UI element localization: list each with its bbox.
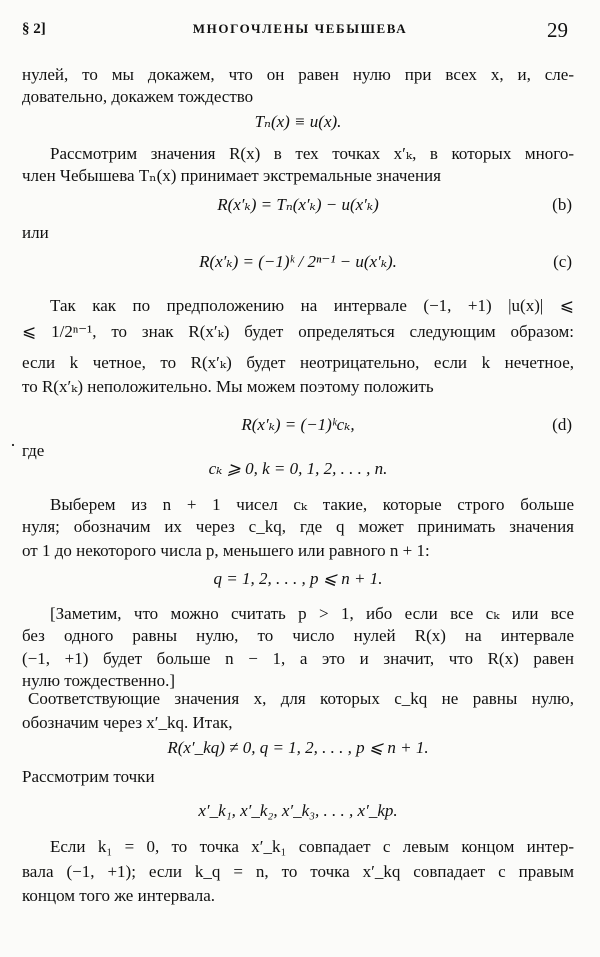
- text-line: вала (−1, +1); если k_q = n, то точка x′_kq совпадает с правым: [22, 862, 574, 881]
- text-line: Рассмотрим значения R(x) в тех точках x′ₖ, в которых много-: [50, 144, 574, 163]
- equation-d-label: (d): [552, 415, 572, 434]
- page-number: 29: [547, 18, 568, 42]
- text-line: Соответствующие значения x, для которых c_kq не равны нулю,: [28, 689, 574, 708]
- running-title: МНОГОЧЛЕНЫ ЧЕБЫШЕВА: [192, 21, 408, 36]
- text-line: обозначим через x′_kq. Итак,: [22, 713, 233, 732]
- text-line: нуля; обозначим их через c_kq, где q может принимать значения: [22, 517, 574, 536]
- equation-c-label: (c): [553, 252, 572, 271]
- text-line: концом того же интервала.: [22, 886, 216, 905]
- equation-c: R(x′ₖ) = (−1)ᵏ / 2ⁿ⁻¹ − u(x′ₖ).: [199, 252, 397, 271]
- text-line: [Заметим, что можно считать p > 1, ибо если все cₖ или все: [50, 604, 574, 623]
- margin-dot: ·: [10, 435, 16, 455]
- text-line: то R(x′ₖ) неположительно. Мы можем поэтому положить: [22, 377, 434, 396]
- equation-d: R(x′ₖ) = (−1)ᵏcₖ,: [241, 415, 355, 434]
- equation-where: cₖ ⩾ 0, k = 0, 1, 2, . . . , n.: [208, 459, 388, 478]
- text-line: Рассмотрим точки: [22, 767, 155, 786]
- text-line: нулю тождественно.]: [22, 671, 175, 690]
- text-line: Если k₁ = 0, то точка x′_k₁ совпадает с левым концом интер-: [50, 837, 574, 856]
- equation-q-range: q = 1, 2, . . . , p ⩽ n + 1.: [213, 569, 383, 588]
- page-header: [0, 18, 600, 42]
- text-line: если k четное, то R(x′ₖ) будет неотрицательно, если k нечетное,: [22, 353, 574, 372]
- text-line: довательно, докажем тождество: [22, 87, 254, 106]
- equation-points: x′_k₁, x′_k₂, x′_k₃, . . . , x′_kp.: [198, 801, 398, 820]
- equation-b: R(x′ₖ) = Tₙ(x′ₖ) − u(x′ₖ): [217, 195, 379, 214]
- equation-identity: Tₙ(x) ≡ u(x).: [254, 112, 342, 131]
- text-line: без одного равны нулю, то число нулей R(x) на интервале: [22, 626, 574, 645]
- equation-r-nonzero: R(x′_kq) ≠ 0, q = 1, 2, . . . , p ⩽ n + 1.: [167, 738, 429, 757]
- text-line: (−1, +1) будет больше n − 1, а это и значит, что R(x) равен: [22, 649, 574, 668]
- text-line: от 1 до некоторого числа p, меньшего или равного n + 1:: [22, 541, 430, 560]
- section-mark: § 2]: [22, 21, 46, 37]
- text-line: Так как по предположению на интервале (−1, +1) |u(x)| ⩽: [50, 296, 574, 315]
- text-line: член Чебышева Tₙ(x) принимает экстремальные значения: [22, 166, 441, 185]
- equation-b-label: (b): [552, 195, 572, 214]
- text-line: или: [22, 223, 49, 242]
- text-line: где: [22, 441, 45, 460]
- text-line: Выберем из n + 1 чисел cₖ такие, которые строго больше: [50, 495, 574, 514]
- text-line: ⩽ 1/2ⁿ⁻¹, то знак R(x′ₖ) будет определяться следующим образом:: [22, 322, 574, 341]
- text-line: нулей, то мы докажем, что он равен нулю при всех x, и, сле-: [22, 65, 574, 84]
